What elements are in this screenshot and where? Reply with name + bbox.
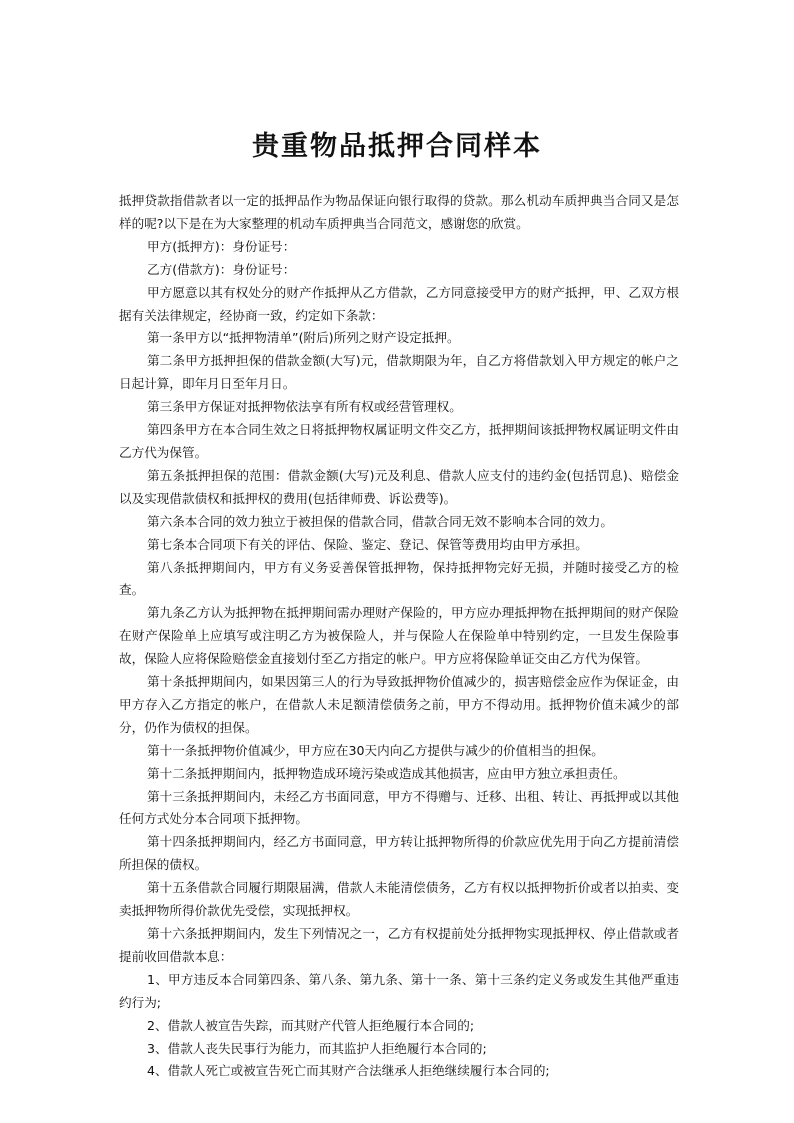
paragraph: 4、借款人死亡或被宣告死亡而其财产合法继承人拒绝继续履行本合同的; bbox=[147, 1063, 550, 1079]
document-body bbox=[119, 190, 679, 1083]
paragraph: 3、借款人丧失民事行为能力，而其监护人拒绝履行本合同的; bbox=[147, 1040, 487, 1056]
paragraph: 1、甲方违反本合同第四条、第八条、第九条、第十一条、第十三条约定义务或发生其他严重违约行为; bbox=[119, 971, 679, 1010]
paragraph: 第十三条抵押期间内，未经乙方书面同意，甲方不得赠与、迁移、出租、转让、再抵押或以其他任何方式处分本合同项下抵押物。 bbox=[119, 788, 679, 827]
paragraph: 第五条抵押担保的范围：借款金额(大写)元及利息、借款人应支付的违约金(包括罚息)、赔偿金以及实现借款债权和抵押权的费用(包括律师费、诉讼费等)。 bbox=[119, 467, 679, 506]
paragraph: 第四条甲方在本合同生效之日将抵押物权属证明文件交乙方，抵押期间该抵押物权属证明文件由乙方代为保管。 bbox=[119, 422, 679, 460]
paragraph: 第十五条借款合同履行期限届满，借款人未能清偿债务，乙方有权以抵押物折价或者以拍卖、变卖抵押物所得价款优先受偿，实现抵押权。 bbox=[119, 880, 679, 919]
paragraph: 第三条甲方保证对抵押物依法享有所有权或经营管理权。 bbox=[147, 399, 462, 415]
paragraph: 2、借款人被宣告失踪，而其财产代管人拒绝履行本合同的; bbox=[147, 1017, 475, 1033]
paragraph: 第十一条抵押物价值减少，甲方应在30天内向乙方提供与减少的价值相当的担保。 bbox=[147, 742, 604, 758]
paragraph: 第十二条抵押期间内，抵押物造成环境污染或造成其他损害，应由甲方独立承担责任。 bbox=[147, 765, 626, 781]
paragraph: 第一条甲方以“抵押物清单”(附后)所列之财产设定抵押。 bbox=[147, 330, 460, 346]
paragraph: 抵押贷款指借款者以一定的抵押品作为物品保证向银行取得的贷款。那么机动车质押典当合同又是怎样的呢?以下是在为大家整理的机动车质押典当合同范文，感谢您的欣赏。 bbox=[119, 193, 679, 231]
paragraph: 第七条本合同项下有关的评估、保险、鉴定、登记、保管等费用均由甲方承担。 bbox=[147, 536, 588, 552]
paragraph: 第十六条抵押期间内，发生下列情况之一，乙方有权提前处分抵押物实现抵押权、停止借款或者提前收回借款本息： bbox=[119, 926, 679, 964]
paragraph: 第十条抵押期间内，如果因第三人的行为导致抵押物价值减少的，损害赔偿金应作为保证金，由甲方存入乙方指定的帐户，在借款人未足额清偿债务之前，甲方不得动用。抵押物价值未减少的部分，仍作为债权的担保。 bbox=[119, 674, 679, 735]
paragraph: 第十四条抵押期间内，经乙方书面同意，甲方转让抵押物所得的价款应优先用于向乙方提前清偿所担保的债权。 bbox=[119, 834, 679, 873]
paragraph: 第九条乙方认为抵押物在抵押期间需办理财产保险的，甲方应办理抵押物在抵押期间的财产保险在财产保险单上应填写或注明乙方为被保险人，并与保险人在保险单中特别约定，一旦发生保险事故，保险人应将保险赔偿金直接划付至乙方指定的帐户。甲方应将保险单证交由乙方代为保管。 bbox=[119, 605, 679, 667]
paragraph: 第二条甲方抵押担保的借款金额(大写)元，借款期限为年，自乙方将借款划入甲方规定的帐户之日起计算，即年月日至年月日。 bbox=[119, 353, 679, 392]
paragraph: 第六条本合同的效力独立于被担保的借款合同，借款合同无效不影响本合同的效力。 bbox=[147, 513, 613, 529]
document-title: 贵重物品抵押合同样本 bbox=[252, 131, 542, 162]
paragraph: 第八条抵押期间内，甲方有义务妥善保管抵押物，保持抵押物完好无损，并随时接受乙方的检查。 bbox=[119, 559, 679, 598]
paragraph: 乙方(借款方)：身份证号： bbox=[147, 261, 296, 277]
paragraph: 甲方(抵押方)：身份证号： bbox=[147, 238, 296, 254]
paragraph: 甲方愿意以其有权处分的财产作抵押从乙方借款，乙方同意接受甲方的财产抵押，甲、乙双方根据有关法律规定，经协商一致，约定如下条款： bbox=[119, 284, 679, 323]
